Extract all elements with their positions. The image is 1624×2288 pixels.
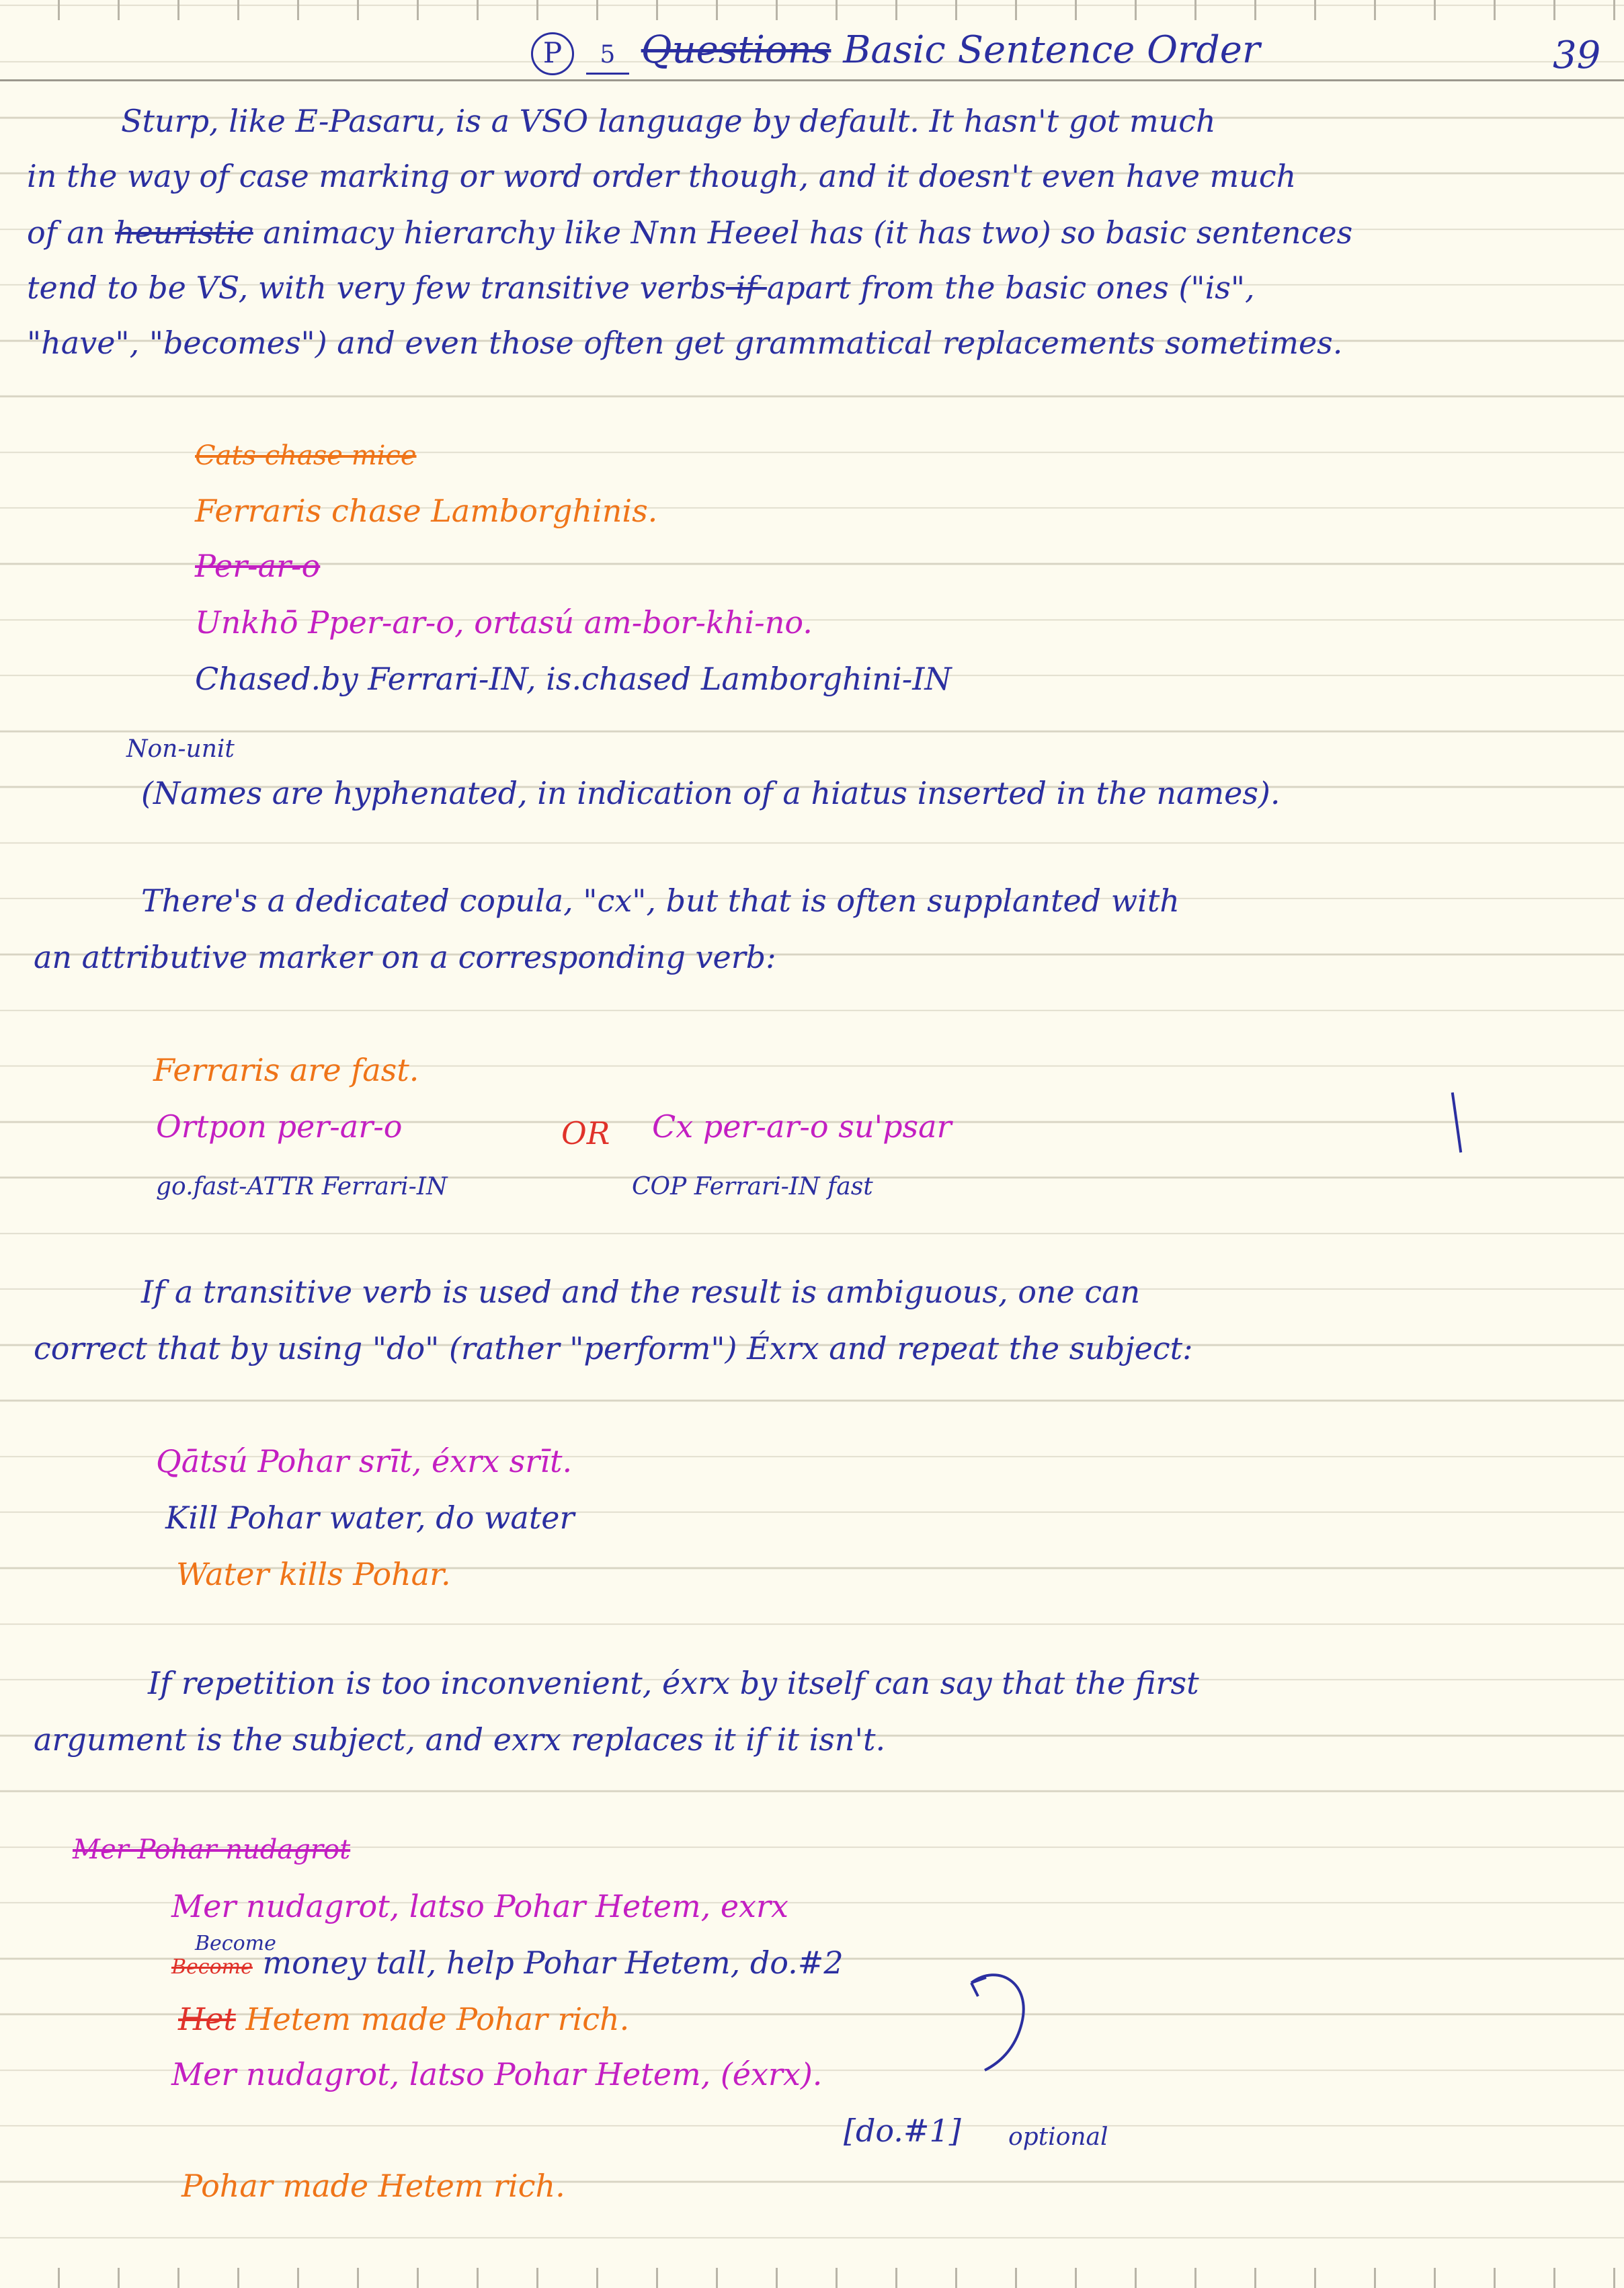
ex4-sturp-1: Mer nudagrot, latso Pohar Hetem, exrx: [171, 1888, 788, 1924]
intro-line-4: tend to be VS, with very few transitive verbs if apart from the basic ones ("is",: [27, 270, 1255, 306]
transitive-line-2: correct that by using "do" (rather "perform") Éxrx and repeat the subject:: [34, 1330, 1193, 1366]
ex4-gloss-struck-prefix: Become: [171, 1955, 253, 1979]
ex4-english-1: [178, 1999, 629, 2039]
ex4-english-1-text: Hetem made Pohar rich.: [245, 2001, 630, 2037]
ex1-struck: Cats chase mice: [195, 440, 417, 471]
ex4-gloss-insert: Become: [195, 1932, 276, 1955]
page-title: Basic Sentence Order: [843, 28, 1260, 72]
ex2-gloss-a: go.fast-ATTR Ferrari-IN: [156, 1173, 448, 1200]
ex4-struck: Mer Pohar nudagrot: [73, 1834, 351, 1865]
ex2-or: OR: [561, 1115, 610, 1151]
names-note: (Names are hyphenated, in indication of a hiatus inserted in the names).: [141, 775, 1281, 811]
transitive-line-1: If a transitive verb is used and the result is ambiguous, one can: [141, 1274, 1141, 1310]
ex2-gloss-b: COP Ferrari-IN fast: [632, 1173, 873, 1200]
ex1-gloss: [195, 659, 952, 699]
header-rule: [0, 79, 1624, 81]
intro-line-1: Sturp, like E-Pasaru, is a VSO language by default. It hasn't got much: [121, 103, 1216, 139]
copula-line-2: an attributive marker on a corresponding verb:: [34, 939, 776, 975]
intro-line-5: "have", "becomes") and even those often get grammatical replacements sometimes.: [27, 325, 1343, 361]
margin-mark: [1451, 1092, 1462, 1153]
copula-line-1: There's a dedicated copula, "cx", but that is often supplanted with: [141, 883, 1180, 919]
ex3-gloss: Kill Pohar water, do water: [165, 1500, 575, 1536]
ex1-english: Ferraris chase Lamborghinis.: [195, 493, 658, 529]
struck-word: heuristic: [115, 214, 253, 251]
bottom-ruler: [0, 2268, 1624, 2288]
intro-line-3: of an heuristic animacy hierarchy like Nnn Heeel has (it has two) so basic sentences: [27, 214, 1353, 251]
ex4-struck-het: Het: [178, 2001, 236, 2037]
intro-line-2: in the way of case marking or word order though, and it doesn't even have much: [27, 158, 1297, 194]
ex4-gloss-2: [do.#1]: [844, 2113, 961, 2149]
ex4-gloss-1-text: money tall, help Pohar Hetem, do.#2: [262, 1945, 844, 1981]
repetition-line-2: argument is the subject, and exrx replaces it if it isn't.: [34, 1721, 886, 1758]
ex3-sturp: Qātsú Pohar srīt, éxrx srīt.: [156, 1443, 573, 1479]
names-note-insert: Non-unit: [126, 735, 235, 763]
ex1-struck-2: Per-ar-o: [195, 548, 321, 584]
ex2-sturp-a: Ortpon per-ar-o: [156, 1108, 403, 1145]
struck-title-word: Questions: [641, 28, 831, 72]
ex4-sturp-2: Mer nudagrot, latso Pohar Hetem, (éxrx).: [171, 2056, 823, 2092]
ex3-english: Water kills Pohar.: [176, 1556, 451, 1592]
page-number: 39: [1553, 34, 1601, 77]
curved-arrow-icon: [958, 1963, 1032, 2077]
ex2-sturp-b: Cx per-ar-o su'psar: [652, 1108, 952, 1145]
page-header: [531, 27, 1260, 75]
triangle-number: 5: [586, 35, 629, 75]
ex1-sturp: Unkhō Pper-ar-o, ortasú am-bor-khi-no.: [195, 604, 813, 641]
circled-letter: P: [531, 32, 574, 75]
ex2-english: Ferraris are fast.: [153, 1052, 419, 1088]
repetition-line-1: If repetition is too inconvenient, éxrx by itself can say that the first: [148, 1665, 1199, 1701]
struck-word: if: [725, 270, 767, 306]
ex1-gloss-text: Chased.by Ferrari-IN, is.chased Lamborghini-IN: [195, 661, 952, 697]
ex4-english-2: Pohar made Hetem rich.: [181, 2168, 565, 2204]
optional-note: optional: [1008, 2123, 1108, 2151]
top-ruler: [0, 0, 1624, 20]
